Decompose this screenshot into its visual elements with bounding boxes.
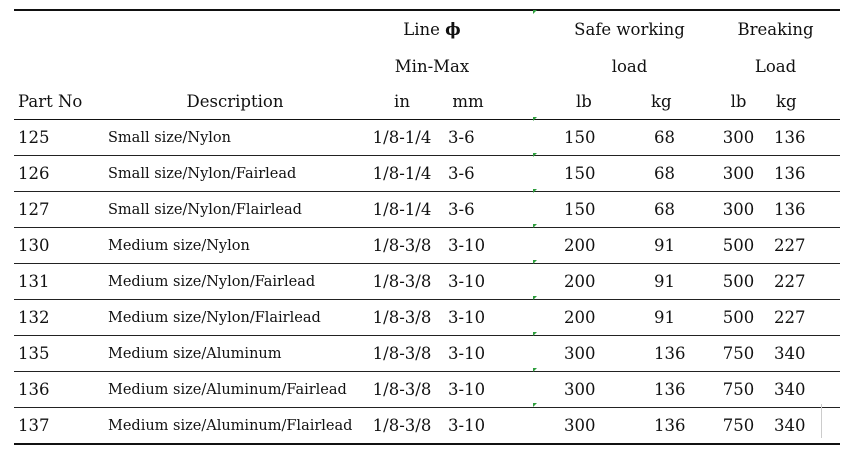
line-in-cell: 1/8-1/4 bbox=[372, 128, 432, 147]
description-header: Description bbox=[186, 92, 284, 111]
bl-lb-cell: 750 bbox=[722, 416, 755, 435]
blank-header bbox=[498, 10, 548, 48]
spacer-cell bbox=[498, 228, 548, 264]
header-row-3 bbox=[14, 84, 840, 120]
description-cell: Medium size/Aluminum/Fairlead bbox=[108, 381, 347, 398]
part-no-cell: 136 bbox=[18, 380, 50, 399]
cell-marker bbox=[533, 224, 537, 228]
swl-lb-cell: 150 bbox=[564, 164, 596, 183]
spacer-cell bbox=[498, 300, 548, 336]
swl-lb-cell: 200 bbox=[564, 308, 596, 327]
spacer-cell bbox=[498, 336, 548, 372]
swl-lb-cell: 200 bbox=[564, 236, 596, 255]
header-row-2 bbox=[14, 48, 840, 84]
description-cell: Medium size/Aluminum bbox=[108, 345, 282, 362]
bl-lb-cell: 500 bbox=[722, 272, 755, 291]
safe-load-header: load bbox=[611, 56, 648, 76]
swl-lb-cell: 300 bbox=[564, 416, 596, 435]
table-body bbox=[14, 120, 840, 445]
bl-kg-cell: 136 bbox=[774, 200, 806, 219]
line-in-cell: 1/8-3/8 bbox=[372, 344, 432, 363]
cell-marker bbox=[533, 296, 537, 300]
line-mm-cell: 3-10 bbox=[448, 344, 486, 363]
line-in-cell: 1/8-3/8 bbox=[372, 236, 432, 255]
swl-lb-cell: 150 bbox=[564, 128, 596, 147]
cell-marker bbox=[533, 10, 537, 14]
swl-kg-cell: 136 bbox=[654, 344, 686, 363]
header-row-1 bbox=[14, 10, 840, 48]
table-row bbox=[14, 120, 840, 156]
blank-header bbox=[498, 48, 548, 84]
cell-edge-line bbox=[821, 404, 822, 438]
line-in-cell: 1/8-3/8 bbox=[372, 272, 432, 291]
swl-kg-cell: 91 bbox=[654, 272, 675, 291]
spacer-cell bbox=[498, 156, 548, 192]
swl-kg-cell: 68 bbox=[654, 200, 675, 219]
part-no-header: Part No bbox=[18, 92, 83, 111]
spacer-cell bbox=[498, 264, 548, 300]
table-row bbox=[14, 156, 840, 192]
part-no-cell: 135 bbox=[18, 344, 50, 363]
line-in-cell: 1/8-1/4 bbox=[372, 164, 432, 183]
bl-lb-cell: 300 bbox=[722, 200, 755, 219]
breaking-header: Breaking bbox=[737, 20, 814, 39]
line-mm-cell: 3-6 bbox=[448, 128, 475, 147]
line-in-cell: 1/8-3/8 bbox=[372, 380, 432, 399]
bl-kg-cell: 136 bbox=[774, 164, 806, 183]
breaking-load-header: Load bbox=[754, 56, 797, 76]
swl-kg-cell: 91 bbox=[654, 236, 675, 255]
line-in-cell: 1/8-3/8 bbox=[372, 416, 432, 435]
description-cell: Medium size/Nylon bbox=[108, 237, 250, 254]
part-no-cell: 130 bbox=[18, 236, 50, 255]
swl-kg-cell: 68 bbox=[654, 164, 675, 183]
blank-header bbox=[498, 84, 548, 120]
line-diameter-header bbox=[366, 10, 498, 48]
line-in-cell: 1/8-3/8 bbox=[372, 308, 432, 327]
spacer-cell bbox=[498, 372, 548, 408]
spacer-cell bbox=[498, 192, 548, 228]
swl-kg-header: kg bbox=[651, 92, 672, 111]
mm-header: mm bbox=[452, 92, 484, 111]
swl-kg-cell: 68 bbox=[654, 128, 675, 147]
part-no-cell: 127 bbox=[18, 200, 50, 219]
part-no-cell: 137 bbox=[18, 416, 50, 435]
line-mm-cell: 3-6 bbox=[448, 200, 475, 219]
spacer-cell bbox=[498, 120, 548, 156]
description-cell: Medium size/Nylon/Fairlead bbox=[108, 273, 316, 290]
description-cell: Medium size/Nylon/Flairlead bbox=[108, 309, 321, 326]
swl-kg-cell: 91 bbox=[654, 308, 675, 327]
part-no-cell: 132 bbox=[18, 308, 50, 327]
cell-marker bbox=[533, 117, 537, 121]
line-mm-cell: 3-10 bbox=[448, 308, 486, 327]
blank-header bbox=[14, 48, 104, 84]
spec-table bbox=[14, 9, 840, 445]
line-mm-cell: 3-6 bbox=[448, 164, 475, 183]
cell-marker bbox=[533, 368, 537, 372]
description-cell: Medium size/Aluminum/Flairlead bbox=[108, 417, 353, 434]
bl-kg-cell: 227 bbox=[774, 236, 806, 255]
spacer-cell bbox=[498, 408, 548, 445]
line-header-label: Line bbox=[403, 20, 440, 39]
swl-lb-cell: 300 bbox=[564, 344, 596, 363]
bl-lb-cell: 500 bbox=[722, 236, 755, 255]
table-row bbox=[14, 372, 840, 408]
bl-kg-cell: 227 bbox=[774, 272, 806, 291]
description-cell: Small size/Nylon bbox=[108, 129, 231, 146]
phi-symbol: ϕ bbox=[445, 20, 461, 39]
bl-kg-cell: 340 bbox=[774, 380, 806, 399]
bl-lb-header: lb bbox=[730, 92, 747, 111]
swl-lb-cell: 300 bbox=[564, 380, 596, 399]
line-in-cell: 1/8-1/4 bbox=[372, 200, 432, 219]
part-no-cell: 131 bbox=[18, 272, 50, 291]
bl-kg-cell: 136 bbox=[774, 128, 806, 147]
table-row bbox=[14, 300, 840, 336]
cell-marker bbox=[533, 332, 537, 336]
bl-kg-cell: 227 bbox=[774, 308, 806, 327]
swl-kg-cell: 136 bbox=[654, 380, 686, 399]
bl-lb-cell: 300 bbox=[722, 164, 755, 183]
description-cell: Small size/Nylon/Flairlead bbox=[108, 201, 302, 218]
min-max-header: Min-Max bbox=[394, 56, 470, 76]
bl-kg-cell: 340 bbox=[774, 416, 806, 435]
table-row bbox=[14, 264, 840, 300]
table-row bbox=[14, 336, 840, 372]
swl-kg-cell: 136 bbox=[654, 416, 686, 435]
table-row bbox=[14, 228, 840, 264]
cell-marker bbox=[533, 403, 537, 407]
cell-marker bbox=[533, 189, 537, 193]
table-row bbox=[14, 192, 840, 228]
bl-kg-header: kg bbox=[776, 92, 797, 111]
in-header: in bbox=[394, 92, 410, 111]
bl-lb-cell: 750 bbox=[722, 380, 755, 399]
bl-kg-cell: 340 bbox=[774, 344, 806, 363]
part-no-cell: 125 bbox=[18, 128, 50, 147]
table-row bbox=[14, 408, 840, 445]
line-mm-cell: 3-10 bbox=[448, 272, 486, 291]
swl-lb-cell: 150 bbox=[564, 200, 596, 219]
line-mm-cell: 3-10 bbox=[448, 236, 486, 255]
description-cell: Small size/Nylon/Fairlead bbox=[108, 165, 297, 182]
line-mm-cell: 3-10 bbox=[448, 380, 486, 399]
cell-marker bbox=[533, 153, 537, 157]
part-no-cell: 126 bbox=[18, 164, 50, 183]
line-mm-cell: 3-10 bbox=[448, 416, 486, 435]
bl-lb-cell: 500 bbox=[722, 308, 755, 327]
blank-header bbox=[104, 10, 366, 48]
blank-header bbox=[104, 48, 366, 84]
swl-lb-cell: 200 bbox=[564, 272, 596, 291]
safe-working-header: Safe working bbox=[574, 20, 685, 39]
swl-lb-header: lb bbox=[576, 92, 592, 111]
bl-lb-cell: 300 bbox=[722, 128, 755, 147]
cell-marker bbox=[533, 260, 537, 264]
blank-header bbox=[14, 10, 104, 48]
bl-lb-cell: 750 bbox=[722, 344, 755, 363]
